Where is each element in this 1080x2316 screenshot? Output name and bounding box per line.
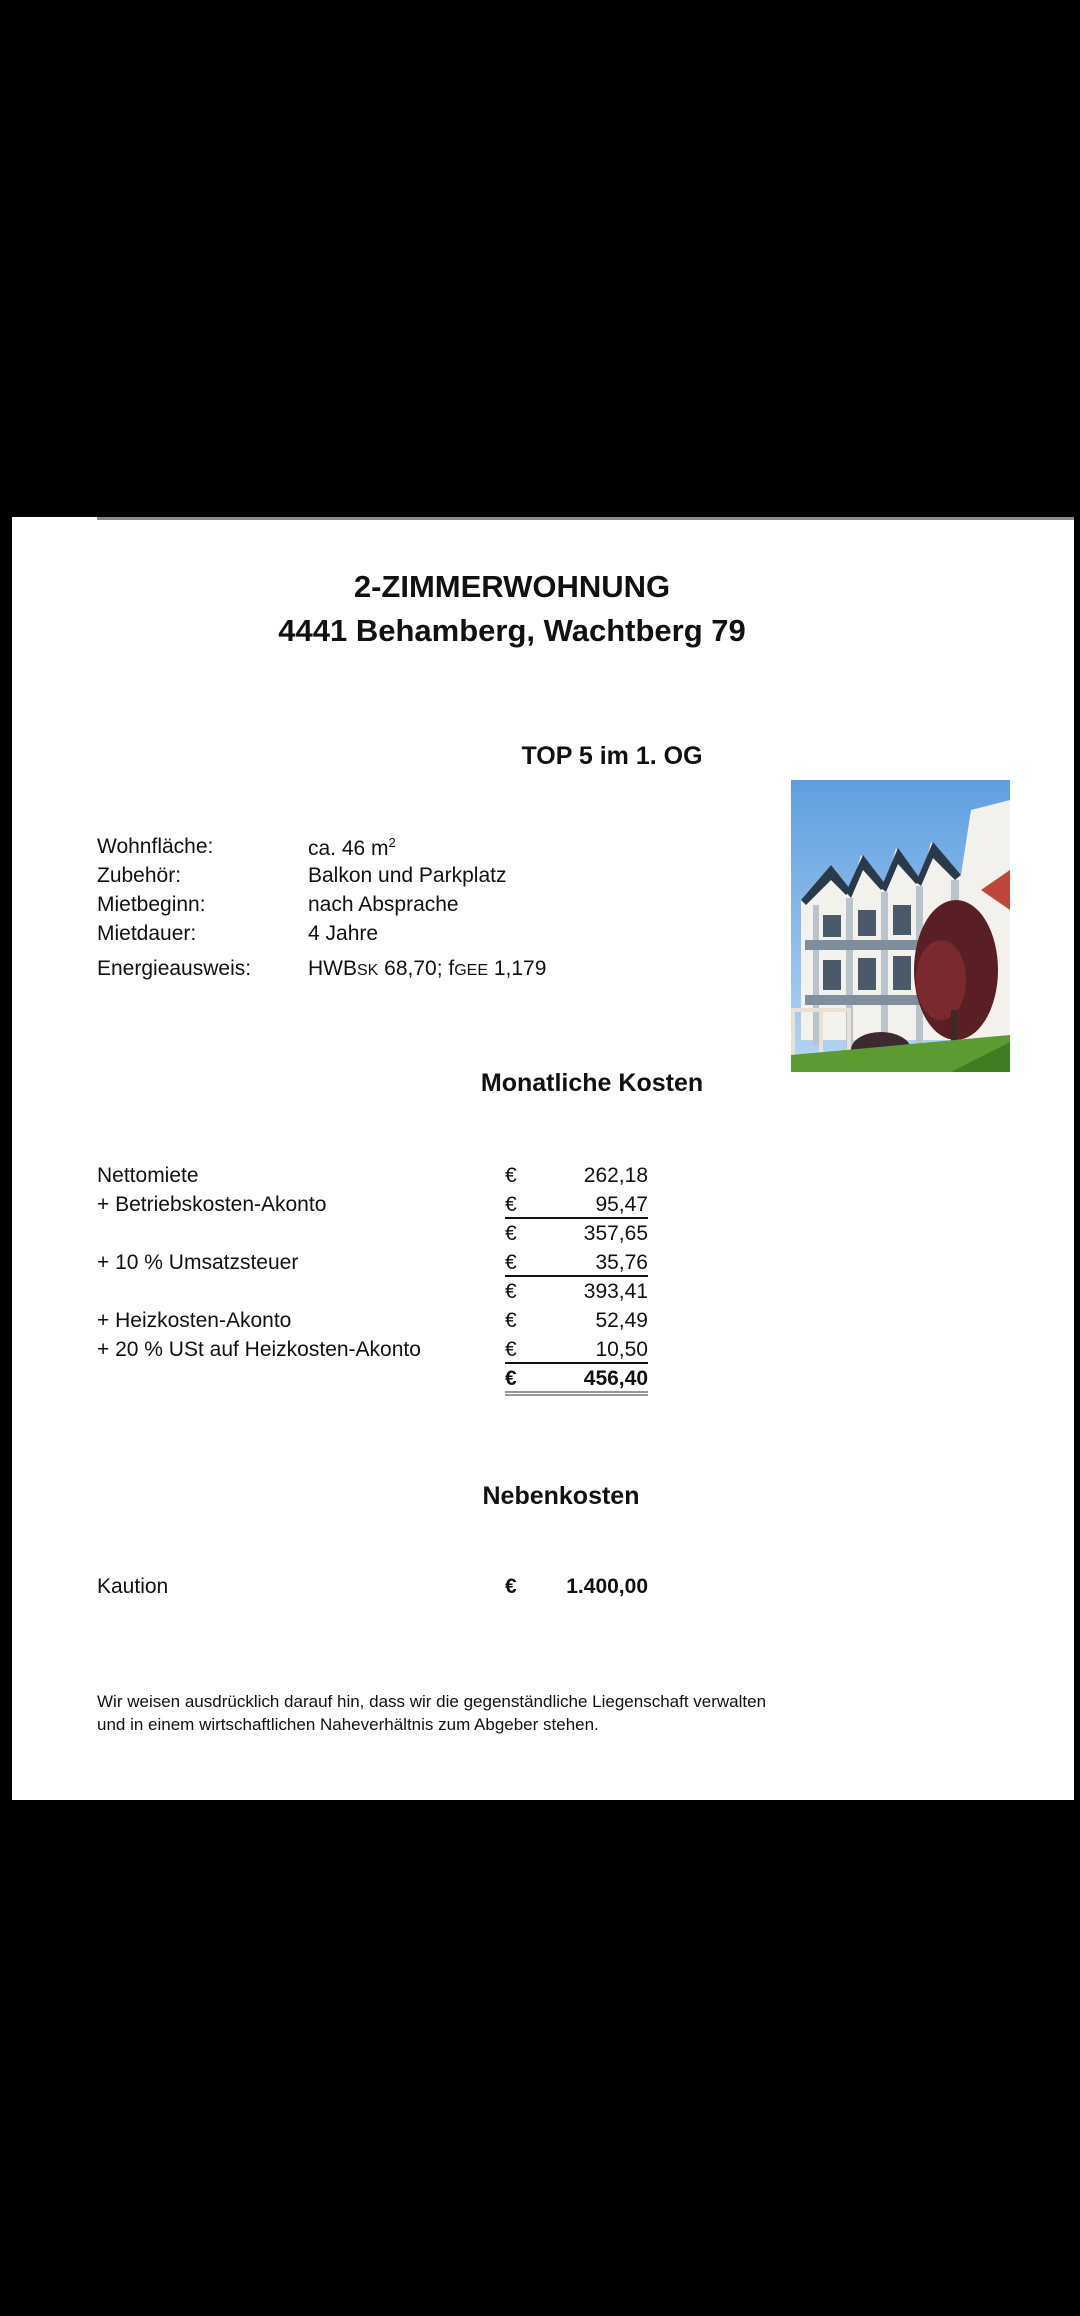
currency-symbol: €: [505, 1575, 517, 1598]
detail-value-energy: HWBSK 68,70; fGEE 1,179: [308, 957, 547, 980]
cost-label: + Betriebskosten-Akonto: [97, 1193, 327, 1216]
cost-amount: 262,18: [583, 1164, 648, 1187]
cost-label: Nettomiete: [97, 1164, 199, 1187]
document-title: 2-ZIMMERWOHNUNG: [353, 569, 671, 604]
cost-subtotal: 357,65: [583, 1222, 648, 1245]
detail-label: Mietbeginn:: [97, 893, 206, 916]
nebenkosten-heading: Nebenkosten: [482, 1482, 640, 1510]
currency-symbol: €: [505, 1222, 517, 1245]
detail-label: Zubehör:: [97, 864, 182, 887]
currency-symbol: €: [505, 1251, 648, 1277]
unit-heading: TOP 5 im 1. OG: [521, 742, 703, 770]
cost-amount: 10,50: [595, 1338, 648, 1361]
detail-label: Wohnfläche:: [97, 835, 214, 858]
top-rule: [97, 517, 1074, 520]
cost-label: + Heizkosten-Akonto: [97, 1309, 292, 1332]
cost-label: + 10 % Umsatzsteuer: [97, 1251, 299, 1274]
costs-heading: Monatliche Kosten: [480, 1069, 704, 1097]
currency-symbol: €: [505, 1280, 517, 1303]
kaution-label: Kaution: [97, 1575, 169, 1598]
cost-amount: 95,47: [595, 1193, 648, 1216]
detail-value: nach Absprache: [308, 893, 459, 916]
cost-total: 456,40: [583, 1367, 648, 1390]
kaution-amount: 1.400,00: [566, 1575, 648, 1598]
cost-label: + 20 % USt auf Heizkosten-Akonto: [97, 1338, 421, 1361]
detail-label: Mietdauer:: [97, 922, 197, 945]
footnote-line-2: und in einem wirtschaftlichen Naheverhältnis zum Abgeber stehen.: [97, 1715, 599, 1734]
cost-amount: 35,76: [595, 1251, 648, 1274]
detail-value: ca. 46 $m^2$: [308, 835, 396, 860]
footnote-line-1: Wir weisen ausdrücklich darauf hin, dass wir die gegenständliche Liegenschaft verwalten: [97, 1692, 767, 1711]
detail-value: Balkon und Parkplatz: [308, 864, 507, 887]
currency-symbol: €: [505, 1193, 648, 1219]
document-page: [12, 517, 1074, 1800]
detail-value: 4 Jahre: [308, 922, 379, 945]
currency-symbol: €: [505, 1338, 648, 1364]
property-address: 4441 Behamberg, Wachtberg 79: [278, 613, 746, 648]
cost-subtotal: 393,41: [583, 1280, 648, 1303]
building-photo-icon: [791, 780, 1010, 1072]
currency-symbol: €: [505, 1309, 517, 1332]
currency-symbol: €: [505, 1164, 517, 1187]
currency-symbol: €: [505, 1367, 648, 1396]
detail-label: Energieausweis:: [97, 957, 252, 980]
cost-amount: 52,49: [595, 1309, 648, 1332]
